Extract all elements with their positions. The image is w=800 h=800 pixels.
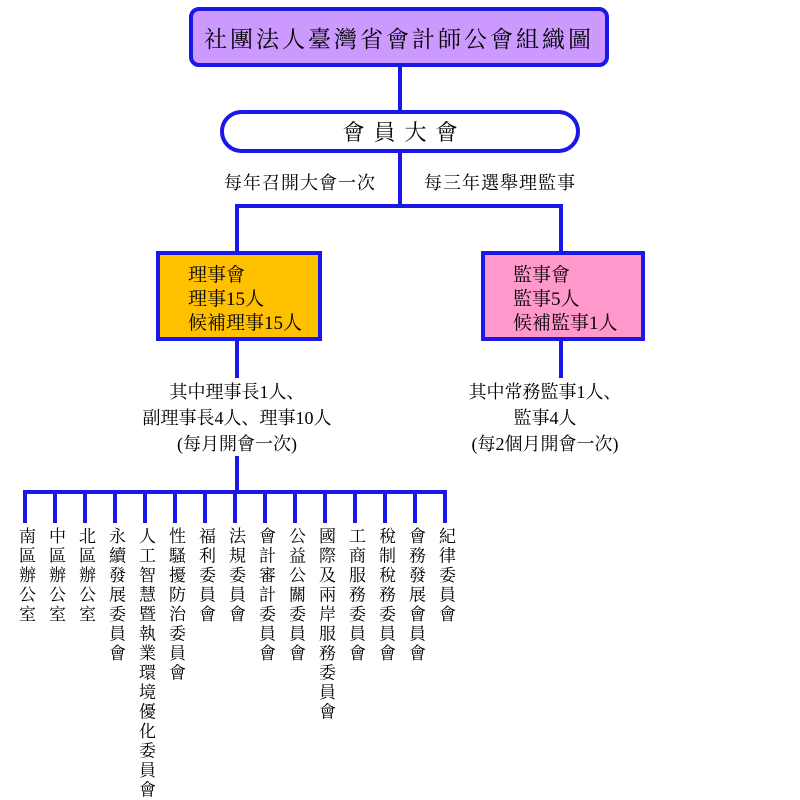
committee-drop-10 bbox=[293, 494, 297, 523]
committee-drop-15 bbox=[443, 494, 447, 523]
committee-sustainability: 永續發展委員會 bbox=[106, 527, 125, 664]
connector-note-committees bbox=[235, 456, 239, 494]
supervisors-note-line-3: (每2個月開會一次) bbox=[471, 434, 619, 454]
supervisors-alternate-count: 候補監事1人 bbox=[513, 313, 618, 334]
committee-ai-practice-env: 人工智慧暨執業環境優化委員會 bbox=[136, 527, 155, 800]
committee-drop-6 bbox=[173, 494, 177, 523]
committee-welfare: 福利委員會 bbox=[196, 527, 215, 625]
committee-drop-3 bbox=[83, 494, 87, 523]
committee-drop-12 bbox=[353, 494, 357, 523]
directors-node bbox=[156, 251, 322, 341]
committee-north-office: 北區辦公室 bbox=[76, 527, 95, 625]
supervisors-count: 監事5人 bbox=[513, 289, 580, 310]
supervisors-note bbox=[415, 379, 675, 457]
branch-horizontal-line bbox=[235, 204, 563, 208]
committee-intl-cross-strait: 國際及兩岸服務委員會 bbox=[316, 527, 335, 722]
edge-label-annual-meeting: 每年召開大會一次 bbox=[224, 173, 376, 193]
directors-title: 理事會 bbox=[188, 265, 246, 286]
member-assembly-label: 會員大會 bbox=[342, 120, 467, 145]
directors-count: 理事15人 bbox=[188, 289, 265, 310]
committee-public-welfare-pr: 公益公關委員會 bbox=[286, 527, 305, 664]
org-title-node bbox=[189, 7, 609, 67]
connector-supervisors-note bbox=[559, 341, 563, 378]
connector-branch-supervisors bbox=[559, 208, 563, 251]
committee-discipline: 紀律委員會 bbox=[436, 527, 455, 625]
connector-branch-directors bbox=[235, 208, 239, 251]
committee-drop-13 bbox=[383, 494, 387, 523]
committee-harassment-prevention: 性騷擾防治委員會 bbox=[166, 527, 185, 683]
committee-drop-11 bbox=[323, 494, 327, 523]
edge-label-election: 每三年選舉理監事 bbox=[424, 173, 576, 193]
committee-drop-9 bbox=[263, 494, 267, 523]
committee-drop-7 bbox=[203, 494, 207, 523]
committee-regulations: 法規委員會 bbox=[226, 527, 245, 625]
supervisors-note-line-1: 其中常務監事1人、 bbox=[468, 382, 622, 402]
directors-note-line-1: 其中理事長1人、 bbox=[169, 382, 305, 402]
committee-drop-5 bbox=[143, 494, 147, 523]
committee-accounting-auditing: 會計審計委員會 bbox=[256, 527, 275, 664]
directors-note bbox=[107, 379, 367, 457]
connector-directors-note bbox=[235, 341, 239, 378]
committee-central-office: 中區辦公室 bbox=[46, 527, 65, 625]
directors-note-line-2: 副理事長4人、理事10人 bbox=[142, 408, 332, 428]
committee-tax-system: 稅制稅務委員會 bbox=[376, 527, 395, 664]
committee-drop-14 bbox=[413, 494, 417, 523]
directors-alternate-count: 候補理事15人 bbox=[188, 313, 303, 334]
committee-drop-1 bbox=[23, 494, 27, 523]
committee-drop-4 bbox=[113, 494, 117, 523]
committee-business-services: 工商服務委員會 bbox=[346, 527, 365, 664]
directors-note-line-3: (每月開會一次) bbox=[177, 434, 297, 454]
committee-drop-2 bbox=[53, 494, 57, 523]
committee-drop-8 bbox=[233, 494, 237, 523]
org-title: 社團法人臺灣省會計師公會組織圖 bbox=[204, 26, 594, 52]
committee-association-dev: 會務發展會員會 bbox=[406, 527, 425, 664]
supervisors-node bbox=[481, 251, 645, 341]
member-assembly-node bbox=[220, 110, 580, 153]
connector-title-assembly bbox=[398, 67, 402, 110]
committee-south-office: 南區辦公室 bbox=[16, 527, 35, 625]
supervisors-note-line-2: 監事4人 bbox=[513, 408, 577, 428]
supervisors-title: 監事會 bbox=[513, 265, 571, 286]
